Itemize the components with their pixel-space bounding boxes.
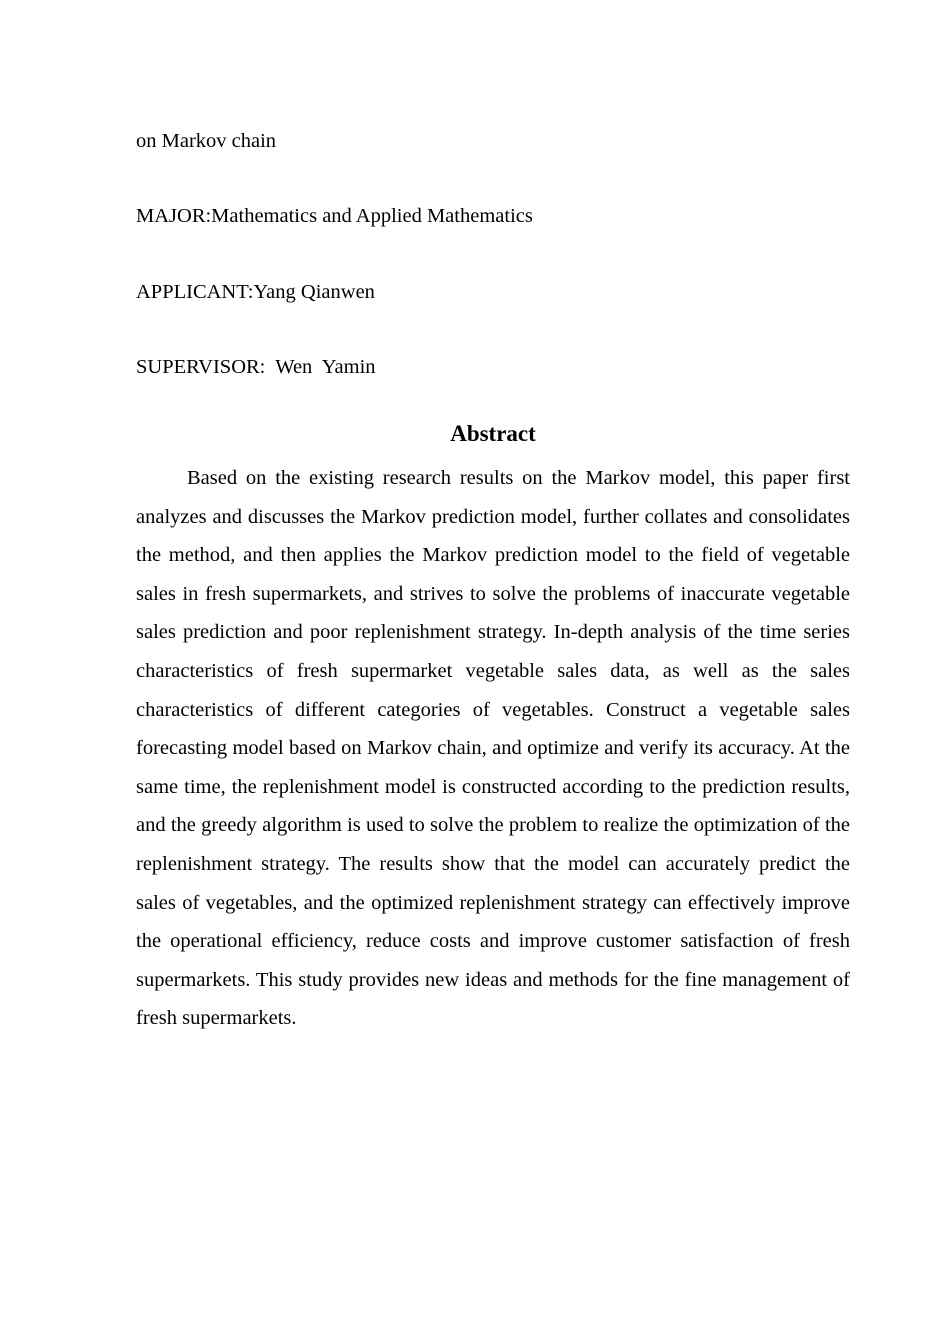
thesis-title-tail: on Markov chain	[136, 130, 277, 152]
applicant-line: APPLICANT:Yang Qianwen	[136, 281, 375, 303]
major-line: MAJOR:Mathematics and Applied Mathematics	[136, 205, 533, 227]
supervisor-line: SUPERVISOR: Wen Yamin	[136, 356, 376, 378]
abstract-heading: Abstract	[450, 421, 536, 446]
abstract-body: Based on the existing research results on the Markov model, this paper first analyzes and discusses the Markov prediction model, further collates and consolidates the method, and then applies the Markov prediction model to the field of vegetable sales in fresh supermarkets, and strives to solve the problems of inaccurate vegetable sales prediction and poor replenishment strategy. In-depth analysis of the time series characteristics of fresh supermarket vegetable sales data, as well as the sales characteristics of different categories of vegetables. Construct a vegetable sales forecasting model based on Markov chain, and optimize and verify its accuracy. At the same time, the replenishment model is constructed according to the prediction results, and the greedy algorithm is used to solve the problem to realize the optimization of the replenishment strategy. The results show that the model can accurately predict the sales of vegetables, and the optimized replenishment strategy can effectively improve the operational efficiency, reduce costs and improve customer satisfaction of fresh supermarkets. This study provides new ideas and methods for the fine management of fresh supermarkets.	[136, 467, 850, 1030]
